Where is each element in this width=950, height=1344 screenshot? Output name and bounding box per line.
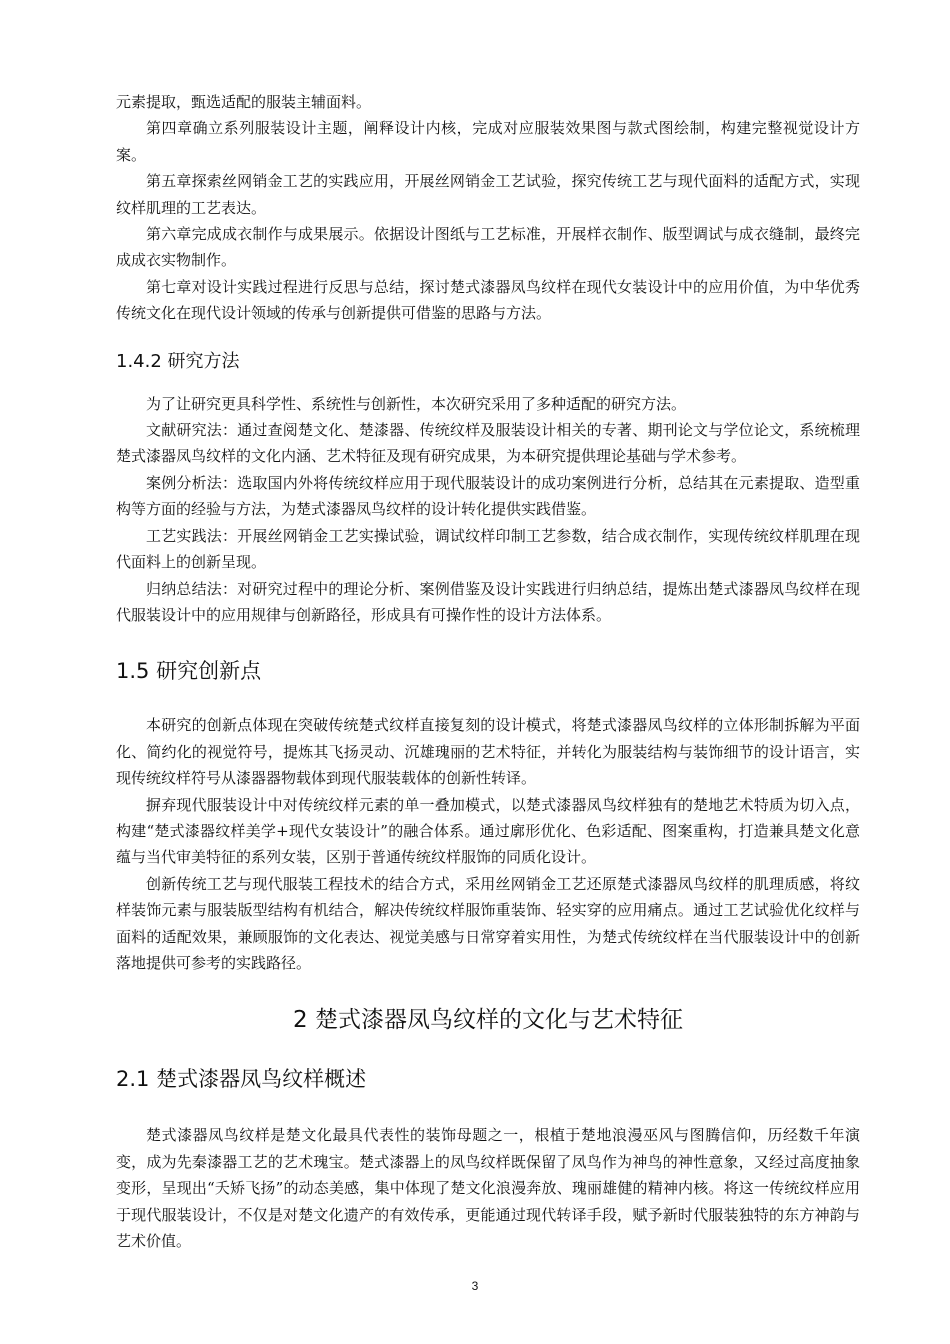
overview-paragraph: 楚式漆器凤鸟纹样是楚文化最具代表性的装饰母题之一，根植于楚地浪漫巫风与图腾信仰，历经数千年演变，成为先秦漆器工艺的艺术瑰宝。楚式漆器上的凤鸟纹样既保留了凤鸟作为神鸟的神性意象，又经过高度抽象变形，呈现出“夭矫飞扬”的动态美感，集中体现了楚文化浪漫奔放、瑰丽雄健的精神内核。将这一传统纹样应用于现代服装设计，不仅是对楚文化遗产的有效传承，更能通过现代转译手段，赋予新时代服装独特的东方神韵与艺术价值。 [116, 1126, 860, 1250]
induction-method-paragraph: 归纳总结法：对研究过程中的理论分析、案例借鉴及设计实践进行归纳总结，提炼出楚式漆器凤鸟纹样在现代服装设计中的应用规律与创新路径，形成具有可操作性的设计方法体系。 [116, 579, 860, 624]
methods-intro-paragraph: 为了让研究更具科学性、系统性与创新性，本次研究采用了多种适配的研究方法。 [146, 394, 687, 413]
craft-method-paragraph: 工艺实践法：开展丝网销金工艺实操试验，调试纹样印制工艺参数，结合成衣制作，实现传统纹样肌理在现代面料上的创新呈现。 [116, 526, 860, 572]
innovation-paragraph-3: 创新传统工艺与现代服装工程技术的结合方式，采用丝网销金工艺还原楚式漆器凤鸟纹样的肌理质感，将纹样装饰元素与服装版型结构有机结合，解决传统纹样服饰重装饰、轻实穿的应用痛点。通过工艺试验优化纹样与面料的适配效果，兼顾服饰的文化表达、视觉美感与日常穿着实用性，为楚式传统纹样在当代服装设计中的创新落地提供可参考的实践路径。 [116, 874, 860, 972]
continued-paragraph: 元素提取，甄选适配的服装主辅面料。 [116, 93, 372, 111]
chapter-5-paragraph: 第五章探索丝网销金工艺的实践应用，开展丝网销金工艺试验，探究传统工艺与现代面料的适配方式，实现纹样肌理的工艺表达。 [116, 172, 860, 217]
chapter-6-paragraph: 第六章完成成衣制作与成果展示。依据设计图纸与工艺标准，开展样衣制作、版型调试与成衣缝制，最终完成成衣实物制作。 [116, 225, 860, 270]
innovation-paragraph-2: 摒弃现代服装设计中对传统纹样元素的单一叠加模式，以楚式漆器凤鸟纹样独有的楚地艺术特质为切入点，构建“楚式漆器纹样美学+现代女装设计”的融合体系。通过廓形优化、色彩适配、图案重构，打造兼具楚文化意蕴与当代审美特征的系列女装，区别于普通传统纹样服饰的同质化设计。 [116, 795, 860, 867]
page-body [116, 89, 860, 1254]
heading-1-5: 1.5 研究创新点 [116, 659, 262, 684]
heading-1-4-2: 1.4.2 研究方法 [116, 350, 240, 372]
chapter-2-heading: 2 楚式漆器凤鸟纹样的文化与艺术特征 [293, 1007, 683, 1034]
heading-2-1: 2.1 楚式漆器凤鸟纹样概述 [116, 1067, 367, 1092]
page-number: 3 [471, 1279, 479, 1293]
case-method-paragraph: 案例分析法：选取国内外将传统纹样应用于现代服装设计的成功案例进行分析，总结其在元素提取、造型重构等方面的经验与方法，为楚式漆器凤鸟纹样的设计转化提供实践借鉴。 [116, 473, 860, 519]
innovation-paragraph-1: 本研究的创新点体现在突破传统楚式纹样直接复刻的设计模式，将楚式漆器凤鸟纹样的立体形制拆解为平面化、简约化的视觉符号，提炼其飞扬灵动、沉雄瑰丽的艺术特征，并转化为服装结构与装饰细节的设计语言，实现传统纹样符号从漆器器物载体到现代服装载体的创新性转译。 [116, 716, 860, 788]
literature-method-paragraph: 文献研究法：通过查阅楚文化、楚漆器、传统纹样及服装设计相关的专著、期刊论文与学位论文，系统梳理楚式漆器凤鸟纹样的文化内涵、艺术特征及现有研究成果，为本研究提供理论基础与学术参考。 [116, 421, 860, 466]
chapter-7-paragraph: 第七章对设计实践过程进行反思与总结，探讨楚式漆器凤鸟纹样在现代女装设计中的应用价值，为中华优秀传统文化在现代设计领域的传承与创新提供可借鉴的思路与方法。 [116, 277, 860, 323]
chapter-4-paragraph: 第四章确立系列服装设计主题，阐释设计内核，完成对应服装效果图与款式图绘制，构建完整视觉设计方案。 [116, 119, 860, 164]
